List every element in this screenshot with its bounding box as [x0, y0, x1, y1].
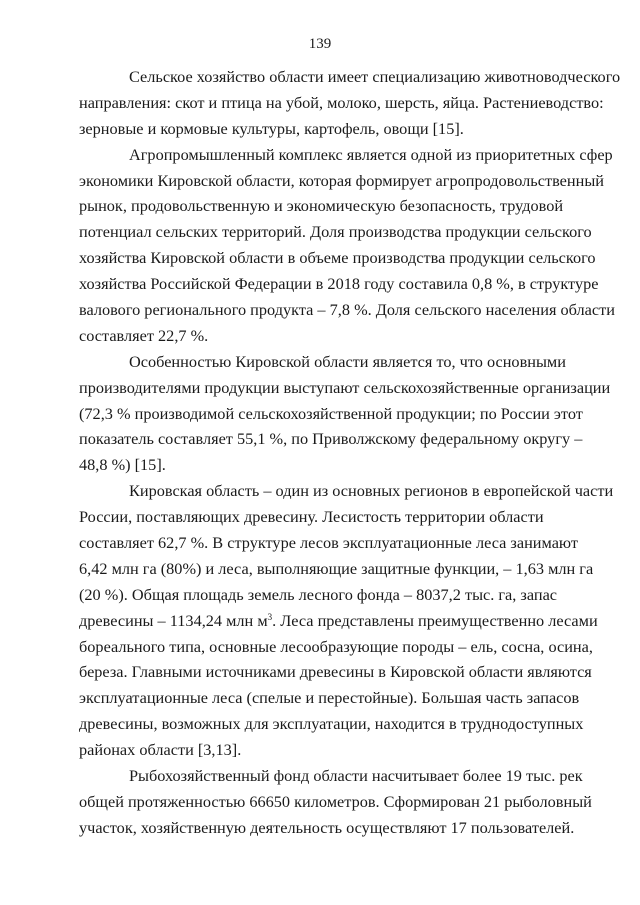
text-line-content: древесины, возможных для эксплуатации, находится в труднодоступных [79, 714, 584, 734]
text-line [79, 685, 598, 711]
text-line-content: общей протяженностью 66650 километров. Сформирован 21 рыболовный [79, 791, 592, 811]
text-line-content: 6,42 млн га (80%) и леса, выполняющие защитные функции, – 1,63 млн га [79, 558, 594, 578]
text-line-content: экономики Кировской области, которая формирует агропродовольственный [79, 170, 604, 190]
text-line [79, 556, 598, 582]
text-line-content: районах области [3,13]. [79, 740, 242, 760]
text-line-content: хозяйства Российской Федерации в 2018 году составила 0,8 %, в структуре [79, 274, 599, 294]
text-line-content: Агропромышленный комплекс является одной из приоритетных сфер [129, 144, 613, 164]
text-line [79, 401, 598, 427]
text-line-content: береза. Главными источниками древесины в Кировской области являются [79, 662, 592, 682]
text-line [79, 168, 604, 194]
text-line [79, 452, 598, 478]
page-number: 139 [308, 36, 332, 52]
text-line [79, 142, 613, 168]
text-line-content: (72,3 % производимой сельскохозяйственной продукции; по России этот [79, 403, 583, 423]
text-line [79, 245, 598, 271]
text-line [79, 90, 604, 116]
text-line-content: Рыбохозяйственный фонд области насчитывает более 19 тыс. рек [129, 766, 583, 786]
text-line-content: направления: скот и птица на убой, молоко, шерсть, яйца. Растениеводство: [79, 92, 604, 112]
text-line-content: составляет 62,7 %. В структуре лесов эксплуатационные леса занимают [79, 533, 578, 553]
text-line-content: России, поставляющих древесину. Лесистость территории области [79, 507, 544, 527]
text-line-content: 48,8 %) [15]. [79, 455, 166, 475]
text-line-content: Кировская область – один из основных регионов в европейской части [129, 481, 614, 501]
text-line-content: валового регионального продукта – 7,8 %. Доля сельского населения области [79, 300, 615, 320]
text-line [79, 763, 598, 789]
text-line [79, 64, 621, 90]
text-line-content: эксплуатационные леса (спелые и перестойные). Большая часть запасов [79, 688, 580, 708]
text-line-tail: . Леса представлены преимущественно лесами [272, 610, 598, 630]
text-line [79, 478, 614, 504]
text-line [79, 271, 598, 297]
text-line [79, 219, 598, 245]
text-line [79, 323, 598, 349]
text-line-content: древесины – 1134,24 млн м [79, 610, 268, 630]
text-line [79, 426, 598, 452]
text-line-content: производителями продукции выступают сельскохозяйственные организации [79, 377, 611, 397]
text-line [79, 530, 598, 556]
text-line [79, 297, 615, 323]
text-line [79, 193, 598, 219]
superscript: 3 [267, 611, 273, 622]
text-line [79, 659, 598, 685]
text-line [79, 789, 598, 815]
text-line-content: потенциал сельских территорий. Доля производства продукции сельского [79, 222, 592, 242]
text-line [79, 582, 598, 608]
text-line [79, 608, 598, 634]
text-line-content: участок, хозяйственную деятельность осуществляют 17 пользователей. [79, 817, 575, 837]
text-line [79, 116, 598, 142]
text-line [79, 634, 598, 660]
text-line [79, 349, 598, 375]
text-line-content: (20 %). Общая площадь земель лесного фонда – 8037,2 тыс. га, запас [79, 584, 558, 604]
text-line-content: показатель составляет 55,1 %, по Приволжскому федеральному округу – [79, 429, 583, 449]
text-line-content: составляет 22,7 %. [79, 325, 209, 345]
text-line-content: хозяйства Кировской области в объеме производства продукции сельского [79, 248, 596, 268]
text-line [79, 737, 598, 763]
text-line-content: бореального типа, основные лесообразующие породы – ель, сосна, осина, [79, 636, 593, 656]
text-line [79, 711, 598, 737]
text-line-content: рынок, продовольственную и экономическую безопасность, трудовой [79, 196, 564, 216]
text-line-content: зерновые и кормовые культуры, картофель, овощи [15]. [79, 118, 464, 138]
text-line-content: Сельское хозяйство области имеет специализацию животноводческого [129, 67, 621, 86]
text-line-content: Особенностью Кировской области является то, что основными [129, 351, 566, 371]
text-line [79, 504, 598, 530]
text-line [79, 375, 611, 401]
body-text [79, 64, 621, 841]
text-line [79, 815, 598, 841]
